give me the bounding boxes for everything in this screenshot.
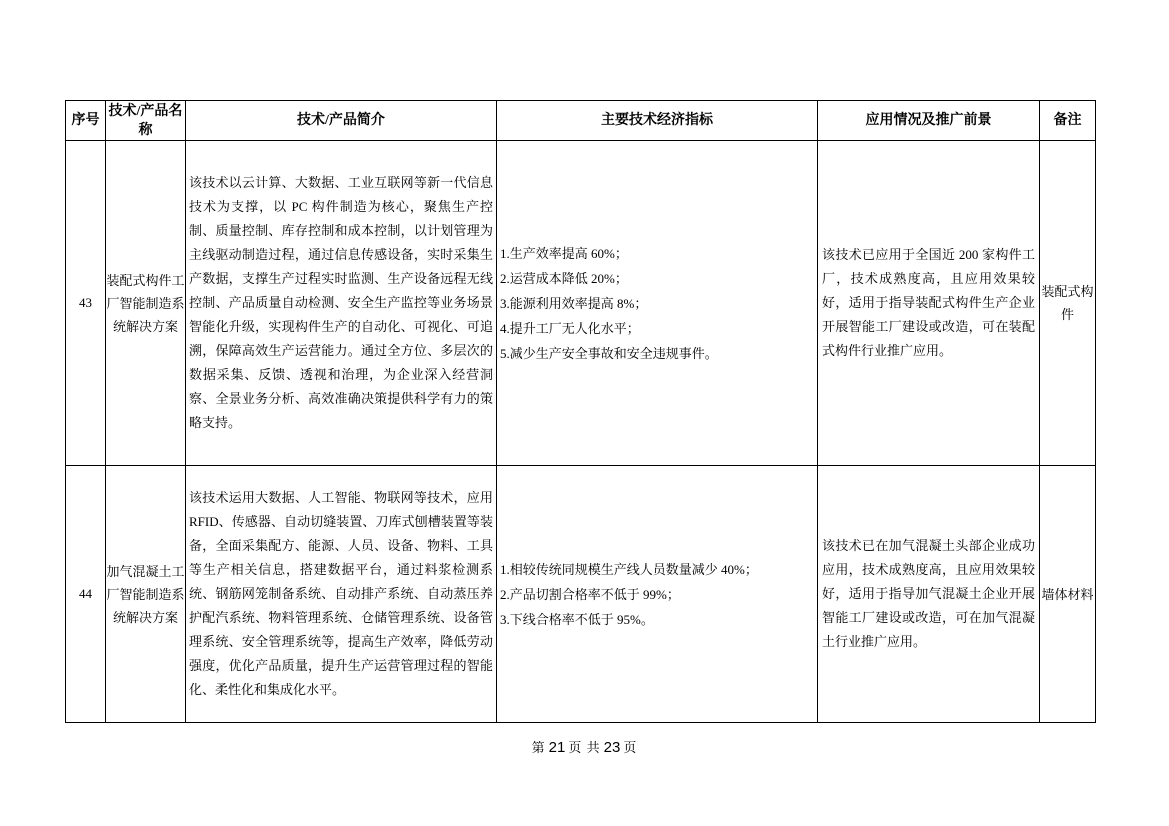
footer-prefix: 第 xyxy=(531,740,546,755)
indicator-line: 5.减少生产安全事故和安全违规事件。 xyxy=(500,345,718,361)
row-43-intro-text: 该技术以云计算、大数据、工业互联网等新一代信息技术为支撑，以 PC 构件制造为核心，聚焦生产控制、质量控制、库存控制和成本控制，以计划管理为主线驱动制造过程，通过信息传感设备，实时采集生产数据，支撑生产过程实时监测、生产设备远程无线控制、产品质量自动检测、安全生产监控等业务场景智能化升级，实现构件生产的自动化、可视化、可追溯，保障高效生产运营能力。通过全方位、多层次的数据采集、反馈、透视和治理，为企业深入经营洞察、全景业务分析、高效准确决策提供科学有力的策略支持。 xyxy=(189,175,493,430)
indicator-line: 2.运营成本降低 20%； xyxy=(500,270,628,286)
indicator-line: 1.生产效率提高 60%； xyxy=(500,245,628,261)
row-44-application-cell xyxy=(818,466,1040,723)
technology-table xyxy=(65,100,1096,723)
column-header-application: 应用情况及推广前景 xyxy=(818,101,1040,141)
row-43-name: 装配式构件工厂智能制造系统解决方案 xyxy=(106,141,186,466)
row-44-seq: 44 xyxy=(66,466,106,723)
row-43-intro-cell xyxy=(186,141,497,466)
row-43-indicators-cell xyxy=(497,141,818,466)
indicator-line: 2.产品切割合格率不低于 99%； xyxy=(500,586,680,602)
row-43-application-cell xyxy=(818,141,1040,466)
table-row-44 xyxy=(66,466,1096,723)
footer-middle: 页 共 xyxy=(568,740,601,755)
row-43-remark: 装配式构件 xyxy=(1040,141,1096,466)
indicator-line: 3.能源利用效率提高 8%； xyxy=(500,295,648,311)
footer-current-page: 21 xyxy=(548,739,566,756)
row-44-application-text: 该技术已在加气混凝土头部企业成功应用，技术成熟度高，且应用效果较好，适用于指导加气混凝土企业开展智能工厂建设或改造，可在加气混凝土行业推广应用。 xyxy=(822,538,1035,649)
column-header-name: 技术/产品名称 xyxy=(106,101,186,141)
row-43-application-text: 该技术已应用于全国近 200 家构件工厂，技术成熟度高，且应用效果较好，适用于指导装配式构件生产企业开展智能工厂建设或改造，可在装配式构件行业推广应用。 xyxy=(822,247,1035,358)
row-44-intro-cell xyxy=(186,466,497,723)
column-header-remark: 备注 xyxy=(1040,101,1096,141)
footer-suffix: 页 xyxy=(623,740,638,755)
indicator-line: 3.下线合格率不低于 95%。 xyxy=(500,611,654,627)
column-header-intro: 技术/产品简介 xyxy=(186,101,497,141)
row-43-seq: 43 xyxy=(66,141,106,466)
row-44-name: 加气混凝土工厂智能制造系统解决方案 xyxy=(106,466,186,723)
table-header-row xyxy=(66,101,1096,141)
column-header-indicators: 主要技术经济指标 xyxy=(497,101,818,141)
row-44-remark: 墙体材料 xyxy=(1040,466,1096,723)
footer-total-page: 23 xyxy=(603,739,621,756)
indicator-line: 4.提升工厂无人化水平； xyxy=(500,320,640,336)
row-44-indicators-cell xyxy=(497,466,818,723)
column-header-seq: 序号 xyxy=(66,101,106,141)
row-44-intro-text: 该技术运用大数据、人工智能、物联网等技术，应用 RFID、传感器、自动切缝装置、刀库式刨槽装置等装备，全面采集配方、能源、人员、设备、物料、工具等生产相关信息，搭建数据平台，通过料浆检测系统、钢筋网笼制备系统、自动排产系统、自动蒸压养护配汽系统、物料管理系统、仓储管理系统、设备管理系统、安全管理系统等，提高生产效率，降低劳动强度，优化产品质量，提升生产运营管理过程的智能化、柔性化和集成化水平。 xyxy=(189,490,493,697)
table-row-43 xyxy=(66,141,1096,466)
page-number-footer xyxy=(0,737,1169,756)
indicator-line: 1.相较传统同规模生产线人员数量减少 40%； xyxy=(500,561,758,577)
